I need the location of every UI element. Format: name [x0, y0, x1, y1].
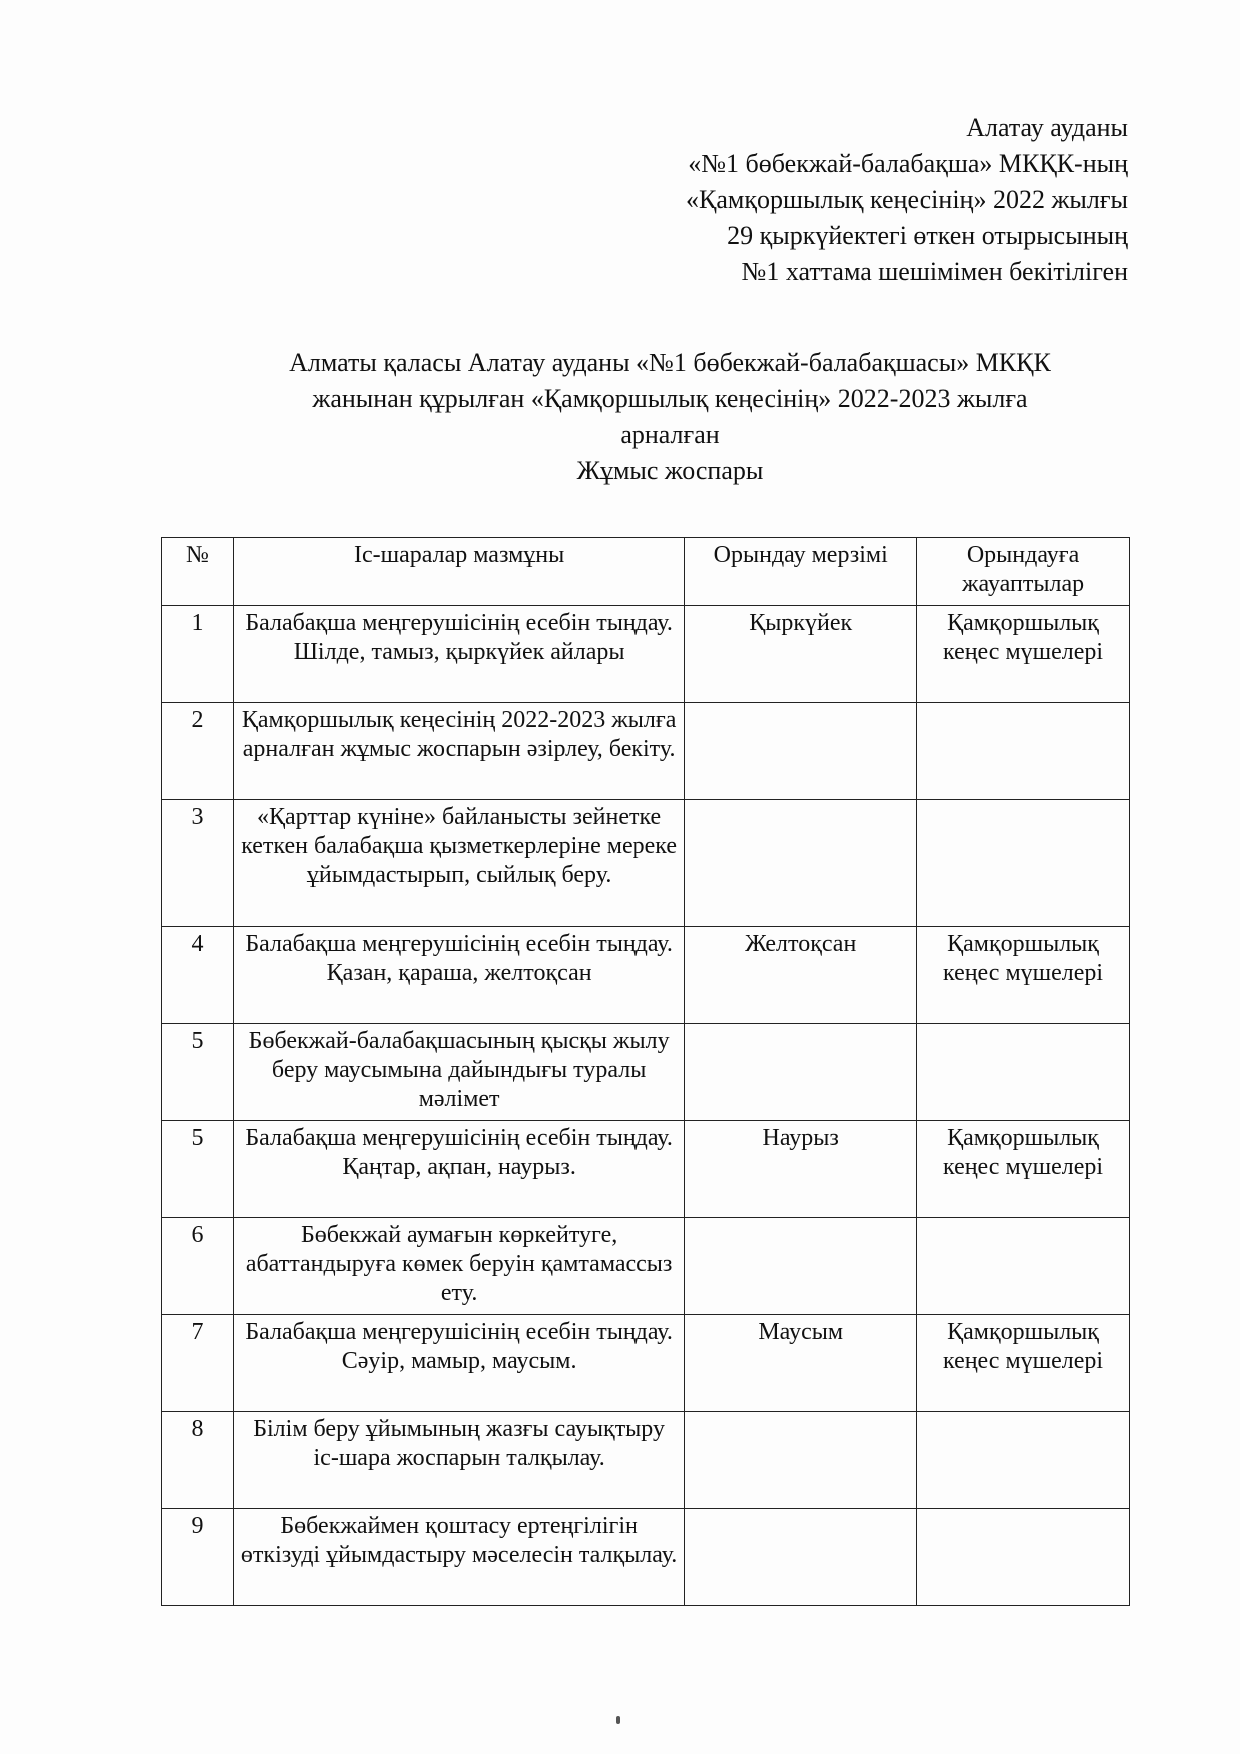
row-number: 9 [162, 1509, 234, 1606]
work-plan-table [161, 537, 1130, 1606]
row-deadline: Маусым [685, 1315, 917, 1412]
row-number: 5 [162, 1121, 234, 1218]
row-number: 7 [162, 1315, 234, 1412]
header-responsible: Орындауға жауаптылар [917, 538, 1130, 606]
row-responsible [917, 1218, 1130, 1315]
table-row [162, 1315, 1130, 1412]
approval-line: «Қамқоршылық кеңесінің» 2022 жылғы [685, 185, 1128, 214]
row-deadline [685, 800, 917, 927]
row-content: Бөбекжай-балабақшасының қысқы жылу беру маусымына дайындығы туралы мәлімет [233, 1024, 684, 1121]
row-content: Бөбекжай аумағын көркейтуге, абаттандыруға көмек беруін қамтамассыз ету. [233, 1218, 684, 1315]
row-responsible [917, 1024, 1130, 1121]
scan-speck [616, 1716, 620, 1724]
header-deadline: Орындау мерзімі [685, 538, 917, 606]
row-responsible [917, 1509, 1130, 1606]
row-content: Балабақша меңгерушісінің есебін тыңдау. Қаңтар, ақпан, наурыз. [233, 1121, 684, 1218]
row-deadline [685, 1024, 917, 1121]
row-deadline: Желтоқсан [685, 927, 917, 1024]
row-content: Қамқоршылық кеңесінің 2022-2023 жылға арналған жұмыс жоспарын әзірлеу, бекіту. [233, 703, 684, 800]
table-row [162, 800, 1130, 927]
approval-line: «№1 бөбекжай-балабақша» МКҚК-ның [688, 149, 1128, 178]
row-number: 6 [162, 1218, 234, 1315]
row-content: Бөбекжаймен қоштасу ертеңгілігін өткізуді ұйымдастыру мәселесін талқылау. [233, 1509, 684, 1606]
header-content: Іс-шаралар мазмұны [233, 538, 684, 606]
row-responsible [917, 800, 1130, 927]
row-responsible: Қамқоршылық кеңес мүшелері [917, 927, 1130, 1024]
approval-block [686, 110, 1128, 290]
row-deadline: Наурыз [685, 1121, 917, 1218]
row-number: 5 [162, 1024, 234, 1121]
header-number: № [162, 538, 234, 606]
row-number: 4 [162, 927, 234, 1024]
row-deadline [685, 1509, 917, 1606]
row-deadline: Қыркүйек [685, 606, 917, 703]
table-row [162, 1412, 1130, 1509]
approval-line: Алатау ауданы [966, 113, 1128, 142]
row-number: 3 [162, 800, 234, 927]
row-deadline [685, 1412, 917, 1509]
title-line: Алматы қаласы Алатау ауданы «№1 бөбекжай-балабақшасы» МКҚК [289, 348, 1051, 377]
document-title [220, 345, 1120, 489]
table-row [162, 606, 1130, 703]
row-content: Білім беру ұйымының жазғы сауықтыру іс-шара жоспарын талқылау. [233, 1412, 684, 1509]
row-responsible [917, 703, 1130, 800]
row-content: «Қарттар күніне» байланысты зейнетке кеткен балабақша қызметкерлеріне мереке ұйымдастырып, сыйлық беру. [233, 800, 684, 927]
row-content: Балабақша меңгерушісінің есебін тыңдау. Қазан, қараша, желтоқсан [233, 927, 684, 1024]
title-line: жанынан құрылған «Қамқоршылық кеңесінің» 2022-2023 жылға [312, 384, 1028, 413]
row-deadline [685, 703, 917, 800]
approval-line: 29 қыркүйектегі өткен отырысының [727, 221, 1128, 250]
row-number: 1 [162, 606, 234, 703]
table-row [162, 1121, 1130, 1218]
table-row [162, 703, 1130, 800]
table-header-row [162, 538, 1130, 606]
row-number: 2 [162, 703, 234, 800]
table-row [162, 1509, 1130, 1606]
row-deadline [685, 1218, 917, 1315]
table-row [162, 927, 1130, 1024]
row-responsible: Қамқоршылық кеңес мүшелері [917, 1121, 1130, 1218]
row-responsible [917, 1412, 1130, 1509]
table-row [162, 1218, 1130, 1315]
title-line: Жұмыс жоспары [576, 456, 764, 485]
approval-line: №1 хаттама шешімімен бекітіліген [741, 257, 1128, 286]
row-content: Балабақша меңгерушісінің есебін тыңдау. Шілде, тамыз, қыркүйек айлары [233, 606, 684, 703]
title-line: арналған [620, 420, 720, 449]
row-responsible: Қамқоршылық кеңес мүшелері [917, 1315, 1130, 1412]
row-responsible: Қамқоршылық кеңес мүшелері [917, 606, 1130, 703]
row-number: 8 [162, 1412, 234, 1509]
row-content: Балабақша меңгерушісінің есебін тыңдау. Сәуір, мамыр, маусым. [233, 1315, 684, 1412]
table-row [162, 1024, 1130, 1121]
